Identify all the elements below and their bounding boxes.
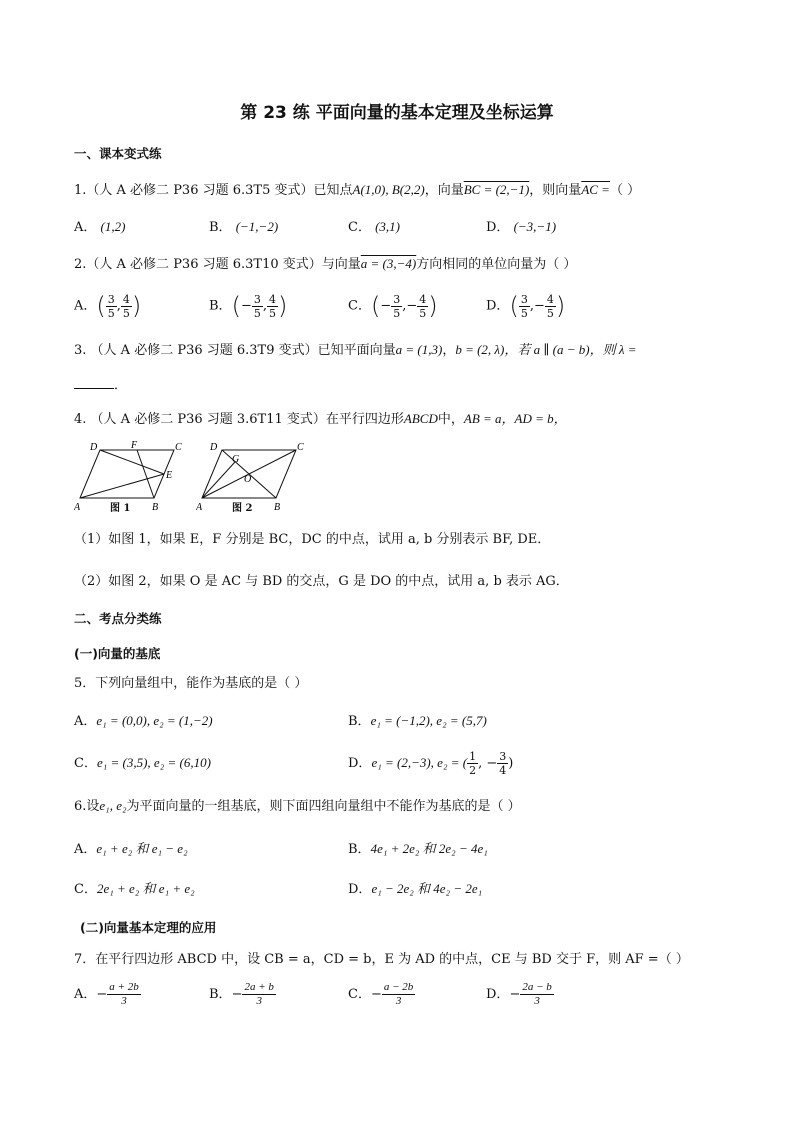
right-paren: ) [555, 292, 566, 320]
sign: − [240, 298, 252, 314]
option-text: e₁ + e₂ 和 e₁ − e₂ [96, 841, 188, 856]
fraction [467, 750, 478, 777]
numerator: 2a + b [244, 981, 274, 993]
numerator: 1 [469, 750, 477, 763]
q4-vectors: AB = a，AD = b， [463, 411, 567, 426]
denominator: 5 [419, 306, 427, 320]
option-label: D． [486, 987, 510, 1002]
q1-option-a[interactable] [74, 218, 125, 237]
q5-option-a[interactable] [74, 712, 213, 731]
vertex-label: C [175, 442, 182, 453]
q2-option-d[interactable] [486, 292, 565, 321]
option-label: B． [348, 842, 371, 857]
question-2-stem [74, 255, 576, 274]
sign: − [231, 987, 243, 1002]
q5-option-d[interactable] [348, 750, 513, 777]
fraction [107, 981, 140, 1008]
right-paren: ) [508, 756, 514, 771]
denominator: 4 [499, 764, 507, 777]
option-label: C． [74, 756, 97, 771]
vertex-label: B [152, 502, 159, 513]
q1-mid: ，向量 [424, 183, 464, 198]
fraction [267, 293, 278, 320]
separator: , [262, 298, 267, 314]
subsection-heading-1: (一)向量的基底 [74, 646, 161, 661]
denominator: 5 [546, 306, 554, 320]
separator: , − [478, 756, 498, 771]
segment-ae [80, 474, 164, 498]
q1-vector-bc: BC = (2,−1) [463, 182, 530, 197]
q4-part-1: （1）如图 1，如果 E，F 分别是 BC，DC 的中点，试用 a, b 分别表示 BF, DE． [74, 532, 551, 547]
denominator: 5 [253, 306, 261, 320]
parallelogram [80, 450, 174, 498]
figure-2-caption: 图 2 [232, 503, 253, 514]
option-text: (−1,−2) [235, 219, 279, 234]
right-paren: ) [428, 292, 438, 320]
question-1-stem [74, 181, 640, 200]
section-heading-1: 一、课本变式练 [74, 146, 162, 161]
vertex-label: A [74, 502, 81, 513]
q7-option-c[interactable] [348, 980, 415, 1010]
numerator: a + 2b [109, 981, 139, 993]
q4-prefix: 4. （人 A 必修二 P36 习题 3.6T11 变式）在平行四边形 [74, 412, 404, 427]
figure-1-caption: 图 1 [110, 503, 131, 514]
q4-mid: 中， [437, 412, 464, 427]
option-label: A． [74, 298, 97, 314]
denominator: 5 [520, 306, 528, 320]
segment-de [100, 450, 164, 474]
fraction [391, 293, 402, 320]
denominator: 3 [395, 995, 402, 1007]
q1-ask: ，则向量 [529, 183, 582, 198]
option-label: A． [74, 987, 97, 1002]
fraction [252, 293, 263, 320]
option-text: e₁ = (0,0), e₂ = (1,−2) [96, 713, 213, 728]
option-text: 4e₁ + 2e₂ 和 2e₂ − 4e₁ [370, 841, 488, 856]
separator: , [402, 298, 407, 314]
q6-vectors: e₁, e₂ [99, 798, 127, 813]
fraction [520, 981, 553, 1008]
q6-option-c[interactable] [74, 880, 195, 899]
question-7-stem: 7．在平行四边形 ABCD 中，设 CB = a，CD = b，E 为 AD 的中点，CE 与 BD 交于 F，则 AF =（ ） [74, 952, 689, 967]
q3-end: ． [114, 378, 128, 393]
fraction [519, 293, 530, 320]
section-heading-2: 二、考点分类练 [74, 611, 162, 626]
option-text: e₁ = (3,5), e₂ = (6,10) [96, 755, 211, 770]
right-paren: ) [131, 292, 142, 320]
q3-answer-line[interactable] [74, 376, 127, 395]
q2-vector-a: a = (3,−4) [360, 256, 417, 271]
q6-option-a[interactable] [74, 840, 188, 859]
question-6-stem [74, 797, 521, 816]
denominator: 3 [534, 995, 540, 1007]
q7-option-d[interactable] [486, 980, 554, 1010]
subsection-heading-2: (二)向量基本定理的应用 [80, 920, 217, 935]
segment-ag [202, 462, 235, 498]
vertex-label: D [210, 442, 218, 453]
vertex-label: C [297, 442, 304, 453]
option-text: 2e₁ + e₂ 和 e₁ + e₂ [96, 881, 195, 896]
fraction [497, 750, 508, 777]
numerator: 4 [419, 292, 427, 306]
q2-option-a[interactable] [74, 292, 141, 321]
q4-part-2: （2）如图 2，如果 O 是 AC 与 BD 的交点，G 是 DO 的中点，试用 a, b 表示 AG． [74, 574, 569, 589]
option-label: C． [74, 882, 97, 897]
option-label: C． [348, 987, 371, 1002]
fraction [121, 293, 132, 320]
fraction [545, 293, 556, 320]
q6-option-b[interactable] [348, 840, 488, 859]
option-text: e₁ − 2e₂ 和 4e₂ − 2e₁ [371, 881, 483, 896]
denominator: 2 [469, 764, 477, 777]
option-label: D． [486, 220, 510, 235]
q1-option-b[interactable] [209, 218, 278, 237]
q1-option-c[interactable] [348, 218, 400, 237]
vertex-label: A [196, 502, 203, 513]
q3-comma: ， [442, 343, 456, 358]
option-text: e₁ = (2,−3), e₂ = ( [371, 755, 468, 770]
option-label: C． [348, 298, 371, 314]
numerator: 2a − b [522, 981, 552, 993]
vertex-label: O [244, 474, 252, 485]
q7-option-b[interactable] [209, 980, 276, 1010]
option-label: B． [209, 987, 232, 1002]
vertex-label: G [232, 454, 240, 465]
question-5-stem: 5．下列向量组中，能作为基底的是（ ） [74, 676, 308, 691]
left-paren: ( [370, 292, 381, 320]
separator: , [529, 298, 534, 314]
denominator: 5 [107, 306, 115, 320]
denominator: 3 [121, 995, 127, 1007]
separator: , [116, 298, 121, 314]
option-label: D． [348, 756, 372, 771]
numerator: 3 [520, 292, 528, 306]
q3-prefix: 3. （人 A 必修二 P36 习题 6.3T9 变式）已知平面向量 [74, 343, 396, 358]
denominator: 5 [393, 306, 401, 320]
q4-shape: ABCD [403, 411, 438, 426]
q3-condition: ，若 a ∥ (a − b) [504, 342, 590, 357]
q3-vector-b: b = (2, λ) [455, 342, 505, 357]
option-text: e₁ = (−1,2), e₂ = (5,7) [370, 713, 487, 728]
q3-vector-a: a = (1,3) [395, 342, 443, 357]
left-paren: ( [96, 292, 106, 320]
denominator: 5 [122, 306, 130, 320]
q2-prefix: 2.（人 A 必修二 P36 习题 6.3T10 变式）与向量 [74, 257, 361, 272]
sign: − [370, 987, 382, 1002]
numerator: 3 [253, 292, 261, 306]
q6-option-d[interactable] [348, 880, 482, 899]
left-paren: ( [509, 292, 519, 320]
numerator: a − 2b [383, 981, 414, 993]
sign: − [533, 298, 545, 314]
vertex-label: D [90, 442, 98, 453]
vertex-label: E [166, 470, 173, 481]
option-label: A． [74, 220, 97, 235]
denominator: 5 [268, 306, 276, 320]
q1-option-d[interactable] [486, 218, 556, 237]
numerator: 4 [268, 292, 276, 306]
q1-points: A(1,0), B(2,2) [352, 182, 425, 197]
vertex-label: F [131, 440, 138, 451]
page-title: 第 23 练 平面向量的基本定理及坐标运算 [240, 103, 554, 123]
numerator: 3 [393, 292, 401, 306]
segment-bf [137, 450, 154, 498]
q3-ask: ，则 λ = [589, 342, 637, 357]
right-paren: ) [277, 292, 288, 320]
option-label: C． [348, 220, 371, 235]
numerator: 3 [107, 292, 115, 306]
option-label: D． [486, 298, 510, 314]
q7-option-a[interactable] [74, 980, 141, 1010]
q5-option-c[interactable] [74, 754, 211, 773]
question-3-stem [74, 341, 636, 360]
q2-option-b[interactable] [209, 292, 287, 321]
numerator: 4 [546, 292, 554, 306]
numerator: 3 [499, 750, 507, 763]
q1-prefix: 1.（人 A 必修二 P36 习题 6.3T5 变式）已知点 [74, 183, 353, 198]
q6-prefix: 6.设 [74, 799, 100, 814]
option-text: (−3,−1) [513, 219, 557, 234]
q2-suffix: 方向相同的单位向量为（ ） [416, 257, 577, 272]
denominator: 3 [256, 995, 262, 1007]
sign: − [406, 298, 418, 314]
option-text: (1,2) [100, 219, 126, 234]
answer-blank[interactable] [74, 376, 114, 389]
question-4-stem [74, 410, 567, 429]
fraction [242, 981, 275, 1008]
option-label: D． [348, 882, 372, 897]
option-label: B． [348, 714, 371, 729]
left-paren: ( [231, 292, 241, 320]
option-text: (3,1) [375, 219, 401, 234]
sign: − [96, 987, 108, 1002]
option-label: A． [74, 714, 97, 729]
q2-option-c[interactable] [348, 292, 438, 321]
vertex-label: B [274, 502, 281, 513]
fraction [417, 293, 428, 320]
numerator: 4 [122, 292, 130, 306]
sign: − [509, 987, 521, 1002]
option-label: B． [209, 298, 232, 314]
sign: − [380, 298, 392, 314]
option-label: B． [209, 220, 232, 235]
q1-answer-paren: （ ） [609, 183, 641, 198]
fraction [106, 293, 117, 320]
option-label: A． [74, 842, 97, 857]
q6-suffix: 为平面向量的一组基底，则下面四组向量组中不能作为基底的是（ ） [126, 799, 521, 814]
fraction [382, 981, 415, 1008]
q1-vector-ac: AC = [581, 182, 610, 197]
q5-option-b[interactable] [348, 712, 487, 731]
